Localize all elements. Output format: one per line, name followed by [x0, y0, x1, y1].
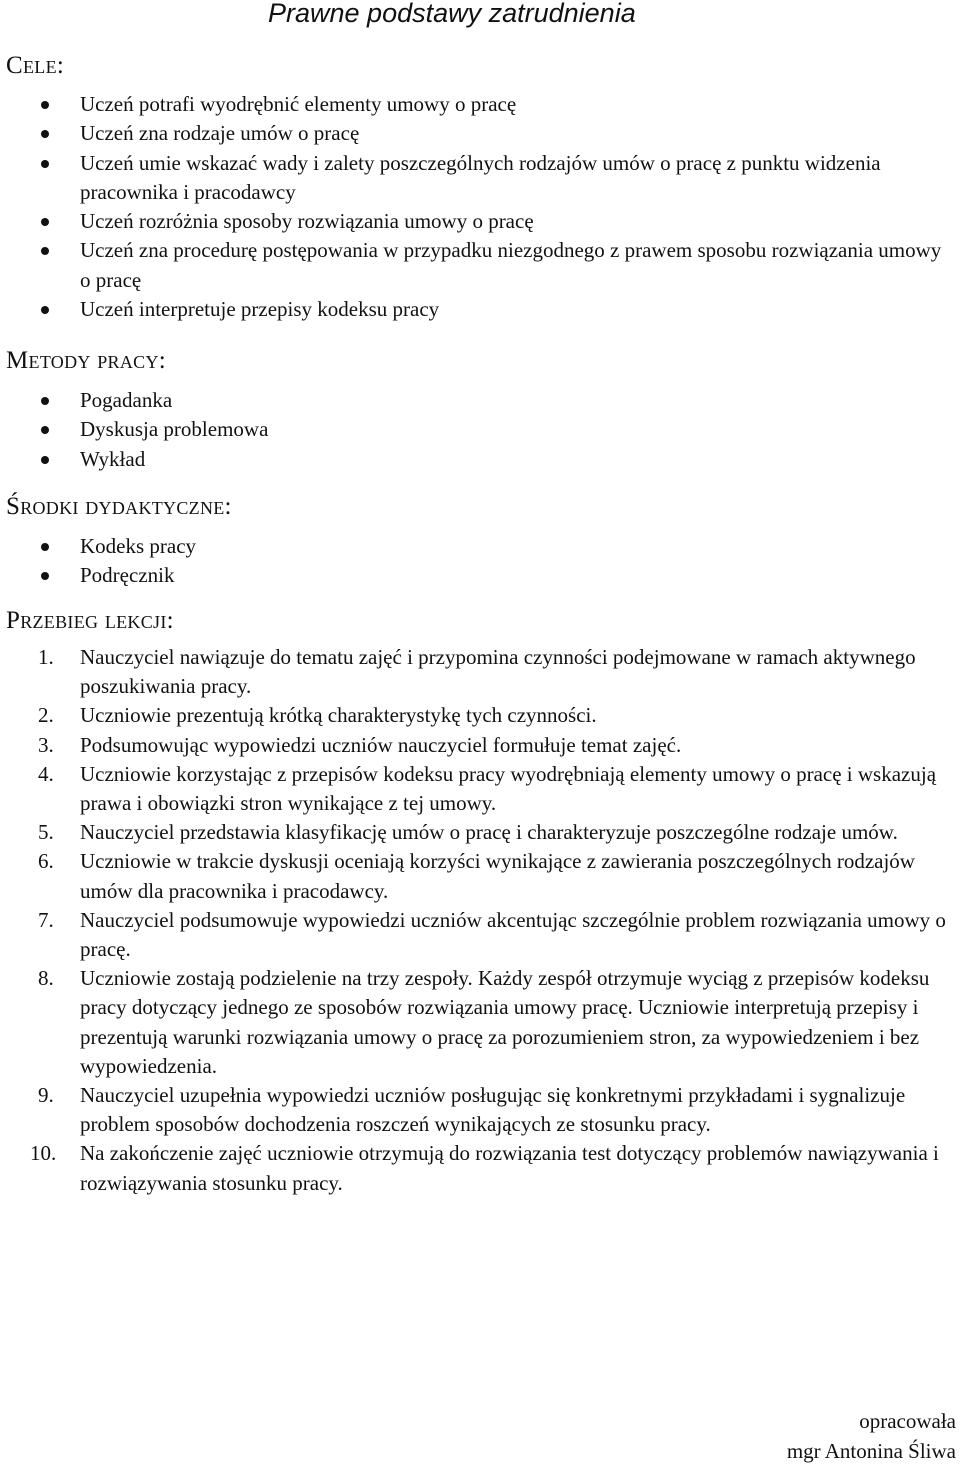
list-item — [0, 119, 950, 148]
step-text: Na zakończenie zajęć uczniowie otrzymują do rozwiązania test dotyczący problemów nawiązywania i rozwiązywania stosunku pracy. — [80, 1141, 939, 1195]
step-text: Nauczyciel podsumowuje wypowiedzi uczniów akcentując szczególnie problem rozwiązania umowy o pracę. — [80, 907, 946, 962]
step-number: 1. — [38, 645, 54, 669]
list-item — [0, 445, 950, 474]
section-heading-metody: Metody pracy: — [6, 347, 167, 374]
bullet-icon — [41, 218, 49, 226]
step-text: Uczniowie korzystając z przepisów kodeksu pracy wyodrębniają elementy umowy o pracę i wskazują prawa i obowiązki stron wynikające z tej umowy. — [80, 761, 937, 816]
step-number: 6. — [38, 849, 54, 874]
srodki-list — [0, 532, 950, 591]
list-item — [0, 532, 950, 561]
list-item-text: Wykład — [80, 446, 146, 471]
list-item — [0, 236, 950, 295]
list-item — [0, 561, 950, 590]
bullet-icon — [41, 456, 49, 464]
step-number: 9. — [38, 1083, 54, 1108]
author-signature — [787, 1406, 956, 1466]
step-item — [0, 1139, 950, 1197]
bullet-icon — [41, 130, 49, 138]
list-item-text: Uczeń zna rodzaje umów o pracę — [80, 121, 360, 146]
list-item — [0, 149, 950, 208]
list-item — [0, 415, 950, 444]
step-text: Nauczyciel nawiązuje do tematu zajęć i przypomina czynności podejmowane w ramach aktywnego poszukiwania pracy. — [80, 645, 916, 699]
przebieg-steps-list — [0, 643, 950, 1198]
bullet-icon — [41, 572, 49, 580]
list-item-text: Uczeń potrafi wyodrębnić elementy umowy o pracę — [80, 92, 517, 116]
list-item-text: Uczeń rozróżnia sposoby rozwiązania umowy o pracę — [80, 209, 534, 234]
list-item — [0, 295, 950, 324]
list-item-text: Uczeń interpretuje przepisy kodeksu pracy — [80, 297, 440, 322]
step-text: Podsumowując wypowiedzi uczniów nauczyciel formułuje temat zajęć. — [80, 732, 682, 757]
list-item-text: Kodeks pracy — [80, 534, 197, 558]
list-item — [0, 386, 950, 415]
bullet-icon — [41, 426, 49, 434]
step-text: Nauczyciel uzupełnia wypowiedzi uczniów posługując się konkretnymi przykładami i sygnalizuje problem sposobów dochodzenia roszczeń wynikających ze stosunku pracy. — [80, 1083, 906, 1137]
step-text: Uczniowie prezentują krótką charakterystykę tych czynności. — [80, 703, 597, 728]
step-item — [0, 1081, 950, 1139]
bullet-icon — [41, 306, 49, 314]
list-item-text: Dyskusja problemowa — [80, 417, 269, 442]
cele-list — [0, 90, 950, 324]
step-item — [0, 906, 950, 964]
step-number: 10. — [30, 1141, 57, 1166]
bullet-icon — [41, 101, 49, 109]
signature-line-2: mgr Antonina Śliwa — [786, 1439, 956, 1463]
bullet-icon — [41, 247, 49, 255]
step-number: 5. — [38, 820, 54, 845]
list-item-text: Uczeń umie wskazać wady i zalety poszczególnych rodzajów umów o pracę z punktu widzenia pracownika i pracodawcy — [80, 150, 881, 204]
step-item — [0, 731, 950, 760]
step-item — [0, 701, 950, 730]
section-heading-przebieg: Przebieg lekcji: — [6, 607, 174, 634]
list-item-text: Pogadanka — [80, 388, 173, 412]
metody-list — [0, 386, 950, 474]
bullet-icon — [41, 543, 49, 551]
list-item-text: Podręcznik — [80, 563, 175, 588]
step-item — [0, 643, 950, 701]
list-item — [0, 90, 950, 119]
signature-line-1: opracowała — [859, 1409, 956, 1433]
step-number: 7. — [38, 907, 54, 932]
step-number: 4. — [38, 761, 54, 786]
step-item — [0, 847, 950, 905]
list-item — [0, 207, 950, 236]
section-heading-srodki: Środki dydaktyczne: — [6, 493, 232, 520]
bullet-icon — [41, 160, 49, 168]
list-item-text: Uczeń zna procedurę postępowania w przypadku niezgodnego z prawem sposobu rozwiązania umowy o pracę — [80, 238, 942, 292]
step-text: Uczniowie w trakcie dyskusji oceniają korzyści wynikające z zawierania poszczególnych rodzajów umów dla pracownika i pracodawcy. — [80, 849, 915, 903]
step-text: Uczniowie zostają podzielenie na trzy zespoły. Każdy zespół otrzymuje wyciąg z przepisów kodeksu pracy dotyczący jednego ze sposobów rozwiązania umowy pracę. Uczniowie interpretują przepisy i prezentują warunki rozwiązania umowy o pracę za porozumieniem stron, za wypowiedzeniem i bez wypowiedzenia. — [80, 966, 930, 1078]
page-title: Prawne podstawy zatrudnienia — [268, 0, 636, 28]
section-heading-cele: Cele: — [6, 52, 65, 79]
step-number: 8. — [38, 966, 54, 991]
bullet-icon — [41, 397, 49, 405]
step-item — [0, 818, 950, 847]
step-item — [0, 964, 950, 1081]
step-text: Nauczyciel przedstawia klasyfikację umów o pracę i charakteryzuje poszczególne rodzaje umów. — [80, 820, 898, 845]
step-number: 2. — [38, 703, 54, 728]
step-item — [0, 760, 950, 818]
step-number: 3. — [38, 732, 54, 757]
